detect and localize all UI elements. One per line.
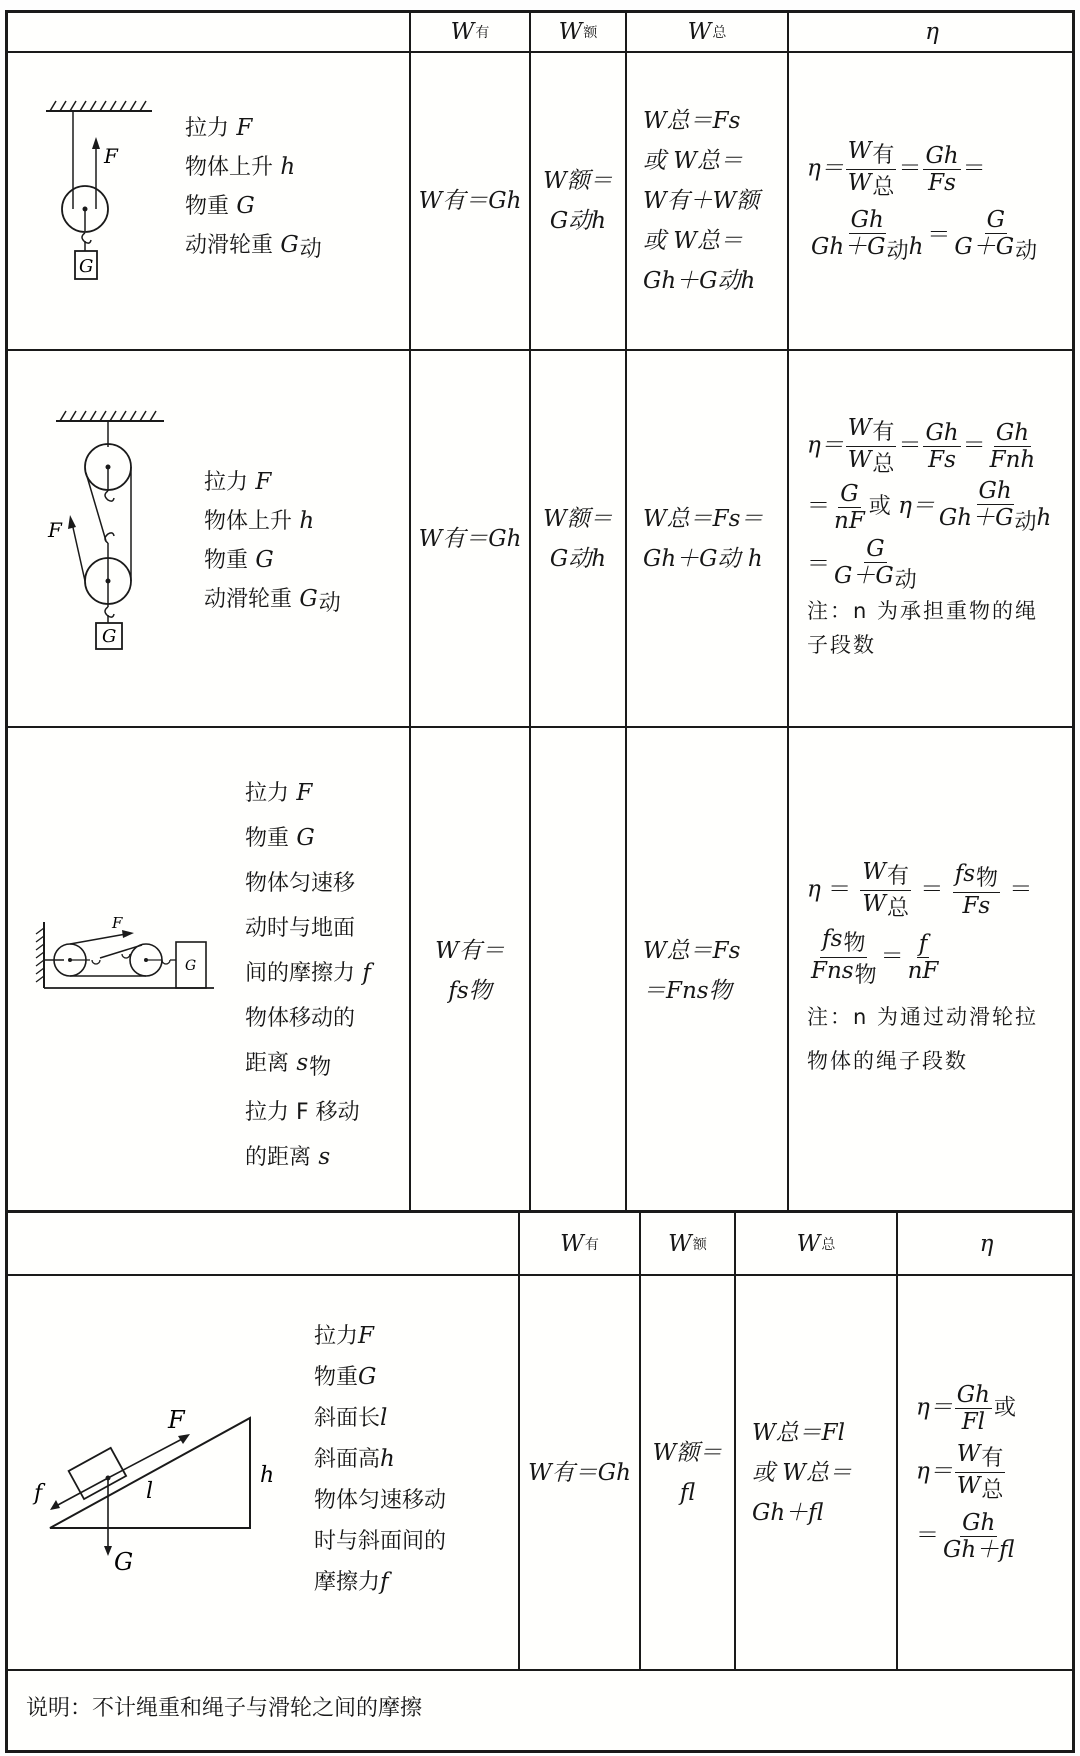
condition-item: 物体上升 h — [204, 508, 315, 534]
row3-eta — [789, 728, 1075, 1213]
row1-w-total: W总＝Fs 或 W总＝ W有＋W额 或 W总＝ Gh＋G动h — [627, 53, 789, 351]
condition-item: 距离 s物 — [245, 1050, 332, 1080]
condition-item: 拉力 F — [204, 469, 272, 495]
weight-label: G — [102, 626, 117, 647]
incline-conditions — [314, 1316, 446, 1603]
condition-item: 间的摩擦力 f — [245, 960, 371, 986]
condition-item: 拉力F — [314, 1323, 374, 1349]
eta-line-1: η＝ $\frac{Gh}{Fl}$ 或 — [916, 1382, 1016, 1435]
inclined-plane-table — [5, 1210, 1075, 1753]
horizontal-pulley-diagram — [34, 914, 214, 1002]
eta-line-3: ＝ $\frac{Gh}{Gh+fl}$ — [916, 1510, 1015, 1563]
eta-line-1: η＝ $\frac{\text{W有}}{\text{W总}}$ ＝ $\frac{Gh}{Fs}$ ＝ $\frac{Gh}{\text{Fnh}}$ — [807, 415, 1036, 477]
eta-line-2: $\frac{\text{fs物}}{\text{Fns物}}$ ＝ $\frac{f}{nF}$ — [811, 925, 939, 988]
incline-eta — [898, 1276, 1075, 1671]
row2-w-total: W总＝Fs＝ Gh＋G动 h — [627, 351, 789, 728]
eta-note: 注：n 为通过动滑轮拉物体的绳子段数 — [807, 1004, 1038, 1073]
row1-eta — [789, 53, 1075, 351]
eta-line-3: ＝ $\frac{G}{\text{G＋G动}}$ — [807, 536, 917, 593]
row2-description-cell — [8, 351, 411, 728]
friction-label: f — [34, 1481, 43, 1506]
row1-description-cell — [8, 53, 411, 351]
condition-item: 的距离 s — [245, 1144, 331, 1170]
incline-description-cell — [8, 1276, 520, 1671]
incline-w-total: W总＝Fl 或 W总＝ Gh＋fl — [736, 1276, 898, 1671]
eta-line-1: η＝ $\frac{\text{W有}}{\text{W总}}$ ＝ $\frac{Gh}{Fs}$ ＝ — [807, 137, 986, 200]
footer-note: 说明：不计绳重和绳子与滑轮之间的摩擦 — [26, 1696, 423, 1721]
condition-item: 拉力 F — [185, 115, 253, 141]
eta-line-2: $\frac{Gh}{\text{Gh＋G动h}}$ ＝ $\frac{G}{\text{G＋G动}}$ — [811, 206, 1038, 264]
eta-note: 注：n 为承担重物的绳子段数 — [807, 599, 1038, 657]
force-label: F — [104, 144, 118, 168]
weight-label: G — [185, 958, 197, 974]
header-w-total: W 总 — [736, 1213, 898, 1276]
row2-conditions — [204, 463, 341, 623]
inclined-plane-diagram — [32, 1400, 275, 1576]
condition-item: 物重 G — [204, 547, 274, 573]
header-w-useful: W 有 — [520, 1213, 641, 1276]
eta-line-1: η ＝ $\frac{\text{W有}}{\text{W总}}$ ＝ $\frac{\text{fs物}}{Fs}$ ＝ — [807, 858, 1033, 921]
condition-item: 物重G — [314, 1364, 377, 1390]
row3-description-cell — [8, 728, 411, 1213]
pulley-block-diagram — [46, 411, 176, 651]
condition-item: 动时与地面 — [245, 916, 356, 941]
header-w-extra: W 额 — [641, 1213, 736, 1276]
incline-w-extra: W额＝ fl — [641, 1276, 736, 1671]
row2-w-extra: W额＝ G动h — [531, 351, 627, 728]
condition-item: 拉力 F 移动 — [245, 1100, 360, 1125]
header-eta: η — [789, 13, 1075, 53]
header-w-total: W 总 — [627, 13, 789, 53]
condition-item: 斜面长l — [314, 1405, 388, 1431]
condition-item: 斜面高h — [314, 1446, 395, 1472]
weight-label: G — [79, 256, 94, 277]
condition-item: 物体移动的 — [245, 1006, 356, 1031]
condition-item: 物体上升 h — [185, 154, 296, 180]
height-label: h — [260, 1463, 275, 1488]
row1-w-useful: W有＝Gh — [411, 53, 531, 351]
row1-conditions — [185, 109, 322, 269]
row3-w-useful: W有＝ fs物 — [411, 728, 531, 1213]
pulley-efficiency-table — [5, 10, 1075, 1213]
eta-line-2: η＝ $\frac{\text{W有}}{\text{W总}}$ — [916, 1441, 1004, 1503]
force-label: F — [112, 914, 123, 932]
condition-item: 物重 G — [185, 193, 255, 219]
header-eta: η — [898, 1213, 1075, 1276]
condition-item: 动滑轮重 G动 — [204, 586, 341, 616]
row1-w-extra: W额＝ G动h — [531, 53, 627, 351]
single-movable-pulley-diagram — [40, 101, 170, 301]
condition-item: 拉力 F — [245, 780, 313, 806]
header-blank — [8, 1213, 520, 1276]
row3-w-extra — [531, 728, 627, 1213]
eta-line-2: ＝ $\frac{G}{nF}$ 或 η＝ $\frac{Gh}{\text{Gh＋G动h}}$ — [807, 478, 1052, 535]
incline-w-useful: W有＝Gh — [520, 1276, 641, 1671]
force-label: F — [168, 1406, 185, 1434]
condition-item: 物体匀速移 — [245, 871, 356, 896]
header-blank — [8, 13, 411, 53]
condition-item: 物体匀速移动 — [314, 1488, 447, 1513]
condition-item: 摩擦力f — [314, 1569, 389, 1595]
row2-w-useful: W有＝Gh — [411, 351, 531, 728]
condition-item: 时与斜面间的 — [314, 1529, 447, 1554]
row3-w-total: W总＝Fs ＝Fns物 — [627, 728, 789, 1213]
condition-item: 物重 G — [245, 825, 315, 851]
header-w-useful: W 有 — [411, 13, 531, 53]
weight-label: G — [114, 1548, 134, 1576]
row3-conditions — [245, 771, 371, 1180]
condition-item: 动滑轮重 G动 — [185, 232, 322, 262]
length-label: l — [146, 1479, 154, 1504]
header-w-extra: W 额 — [531, 13, 627, 53]
force-label: F — [48, 518, 62, 542]
row2-eta — [789, 351, 1075, 728]
